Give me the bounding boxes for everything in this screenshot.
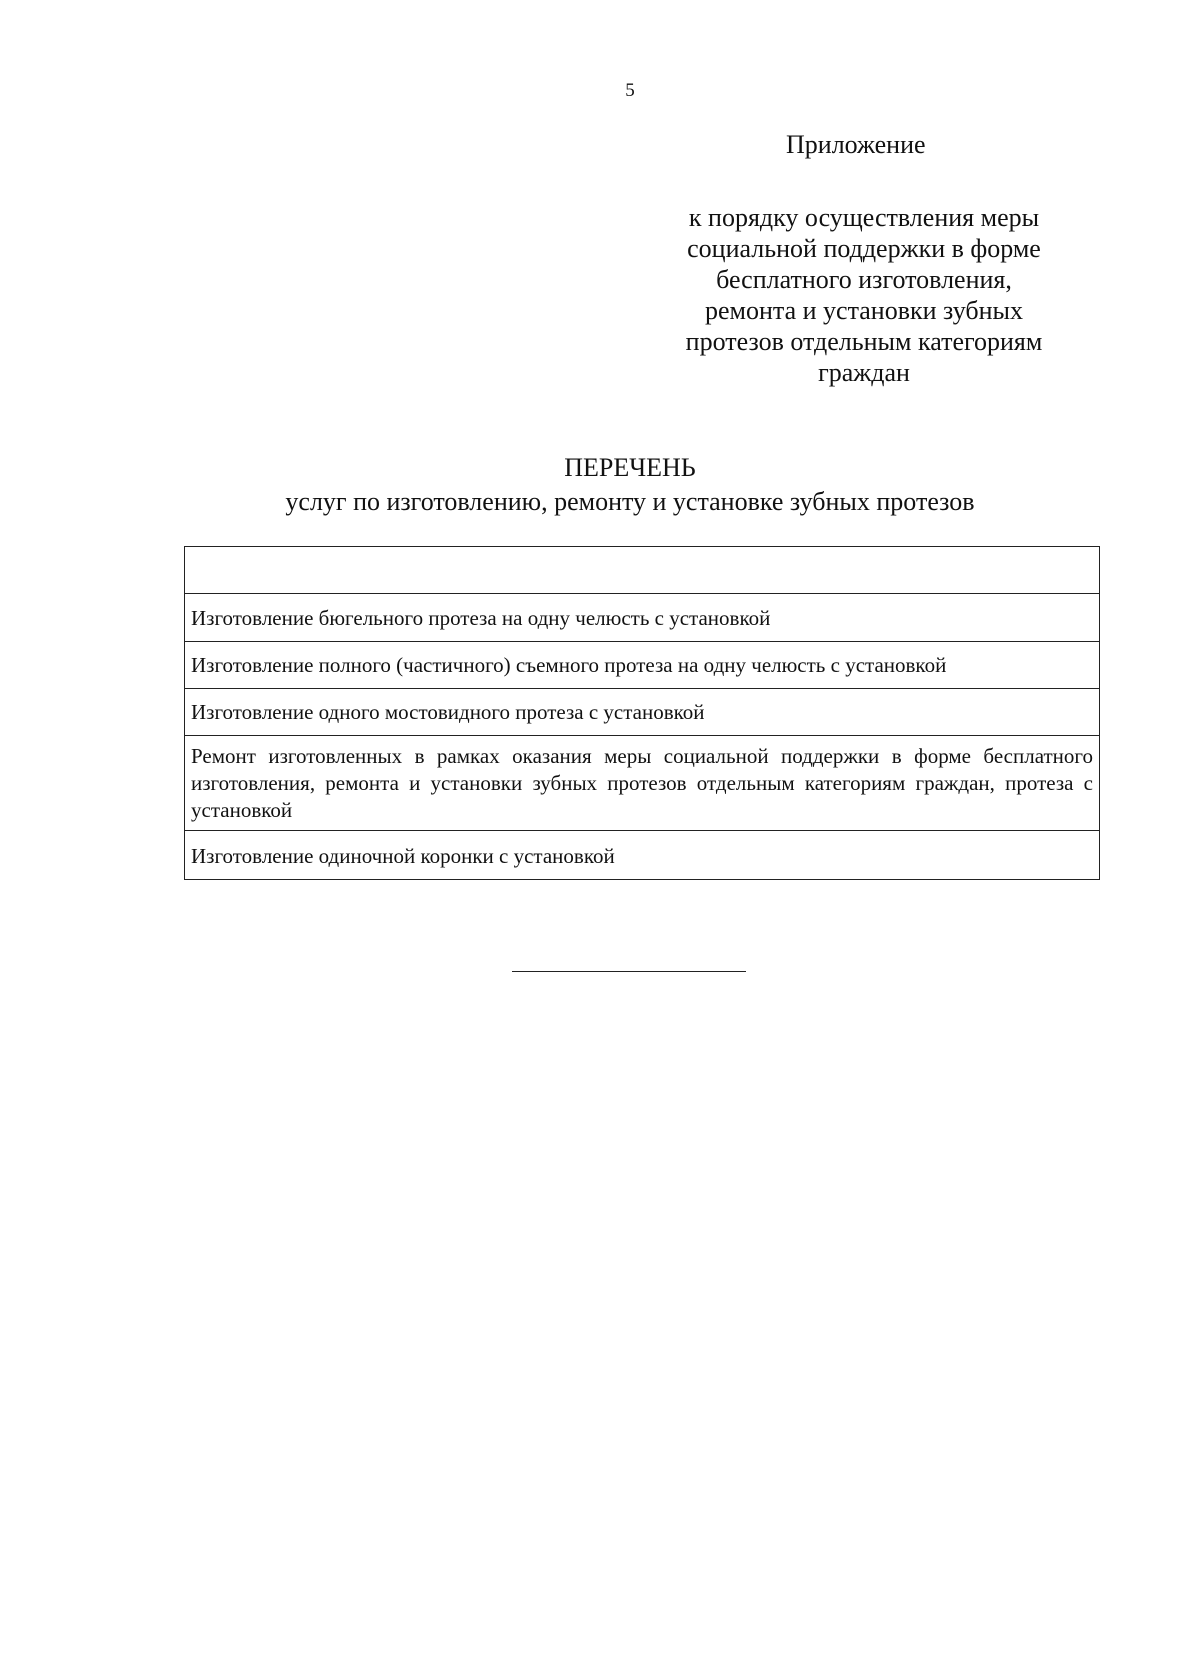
list-title: ПЕРЕЧЕНЬ: [564, 453, 696, 482]
appendix-subtitle-line: бесплатного изготовления,: [716, 265, 1012, 294]
table-header-row: [185, 547, 1099, 594]
table-row: Изготовление одиночной коронки с установкой: [191, 844, 615, 868]
appendix-subtitle-line: протезов отдельным категориям: [685, 327, 1043, 356]
list-subtitle: услуг по изготовлению, ремонту и установке зубных протезов: [285, 487, 975, 516]
table-row: Ремонт изготовленных в рамках оказания меры социальной поддержки в форме бесплатного изготовления, ремонта и установки зубных протезов отдельным категориям граждан, протеза с установкой: [185, 736, 1099, 831]
appendix-subtitle-line: ремонта и установки зубных: [704, 296, 1024, 325]
services-table: [184, 546, 1100, 880]
table-row: Изготовление полного (частичного) съемного протеза на одну челюсть с установкой: [185, 642, 1099, 689]
appendix-subtitle: [668, 202, 1060, 388]
page-number: 5: [625, 80, 635, 101]
appendix-subtitle-line: к порядку осуществления меры: [688, 203, 1040, 232]
appendix-subtitle-line: граждан: [818, 358, 910, 387]
end-divider-line: [512, 971, 746, 972]
appendix-title: Приложение: [786, 130, 926, 159]
table-row: Изготовление бюгельного протеза на одну челюсть с установкой: [185, 594, 1099, 642]
table-row: Изготовление одного мостовидного протеза с установкой: [185, 689, 1099, 736]
appendix-subtitle-line: социальной поддержки в форме: [687, 234, 1041, 263]
